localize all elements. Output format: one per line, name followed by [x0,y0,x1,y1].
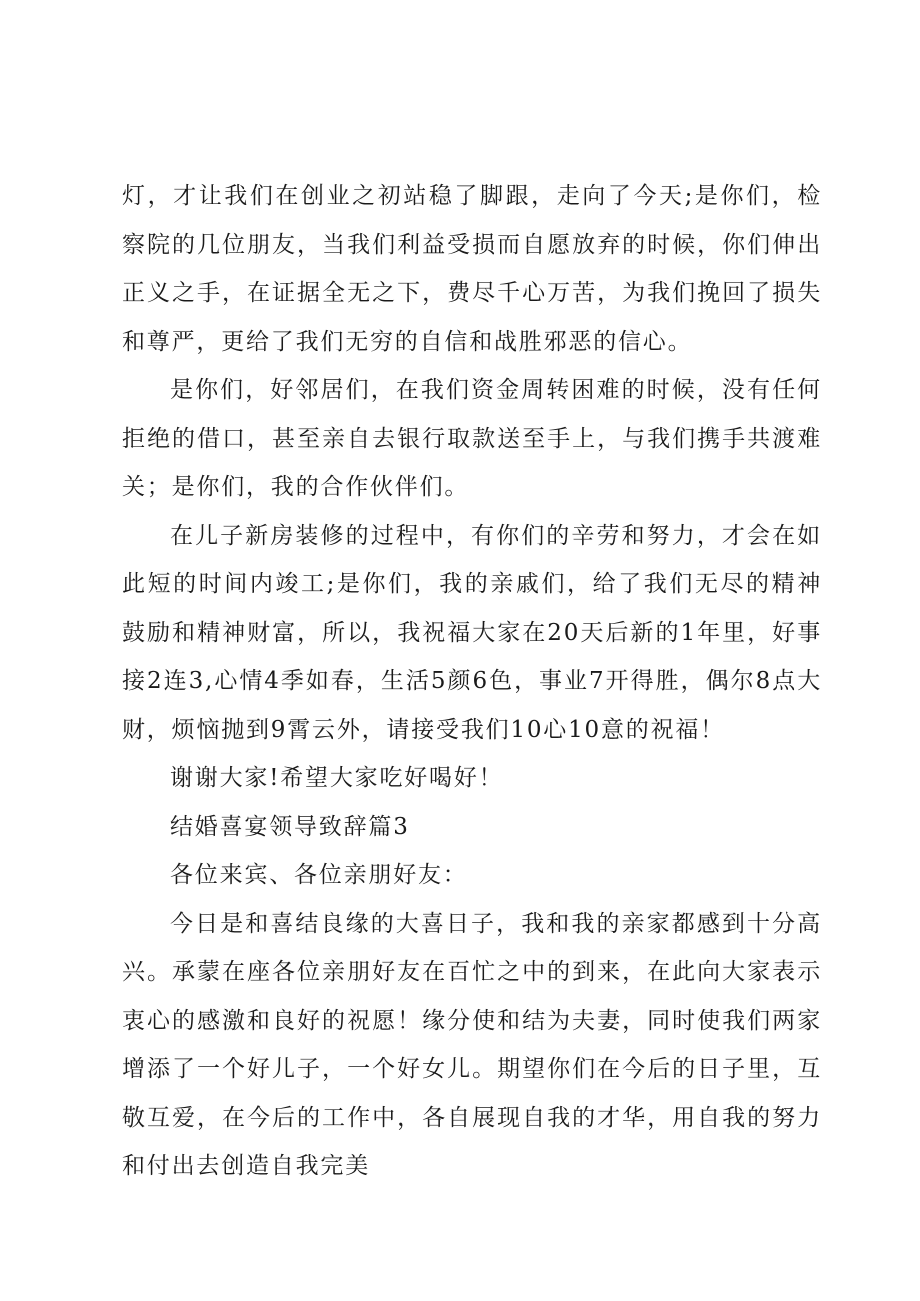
section-heading: 结婚喜宴领导致辞篇3 [170,813,410,840]
paragraph-1: 灯，才让我们在创业之初站稳了脚跟，走向了今天;是你们，检察院的几位朋友，当我们利益受损而自愿放弃的时候，你们伸出正义之手，在证据全无之下，费尽千心万苦，为我们挽回了损失和尊严，更给了我们无穷的自信和战胜邪恶的信心。 [122,183,822,355]
paragraph-4: 谢谢大家!希望大家吃好喝好！ [170,765,504,791]
salutation: 各位来宾、各位亲朋好友： [170,862,468,888]
paragraph-3: 在儿子新房装修的过程中，有你们的辛劳和努力，才会在如此短的时间内竣工;是你们，我的亲戚们，给了我们无尽的精神鼓励和精神财富，所以，我祝福大家在20天后新的1年里，好事接2连3,心情4季如春，生活5颜6色，事业7开得胜，偶尔8点大财，烦恼抛到9霄云外，请接受我们10心10意的祝福！ [122,522,822,743]
paragraph-7: 今日是和喜结良缘的大喜日子，我和我的亲家都感到十分高兴。承蒙在座各位亲朋好友在百忙之中的到来，在此向大家表示衷心的感激和良好的祝愿！缘分使和结为夫妻，同时使我们两家增添了一个好儿子，一个好女儿。期望你们在今后的日子里，互敬互爱，在今后的工作中，各自展现自我的才华，用自我的努力和付出去创造自我完美 [122,910,822,1179]
paragraph-2: 是你们，好邻居们，在我们资金周转困难的时候，没有任何拒绝的借口，甚至亲自去银行取款送至手上，与我们携手共渡难关；是你们，我的合作伙伴们。 [122,377,822,500]
document-body [122,172,822,1191]
